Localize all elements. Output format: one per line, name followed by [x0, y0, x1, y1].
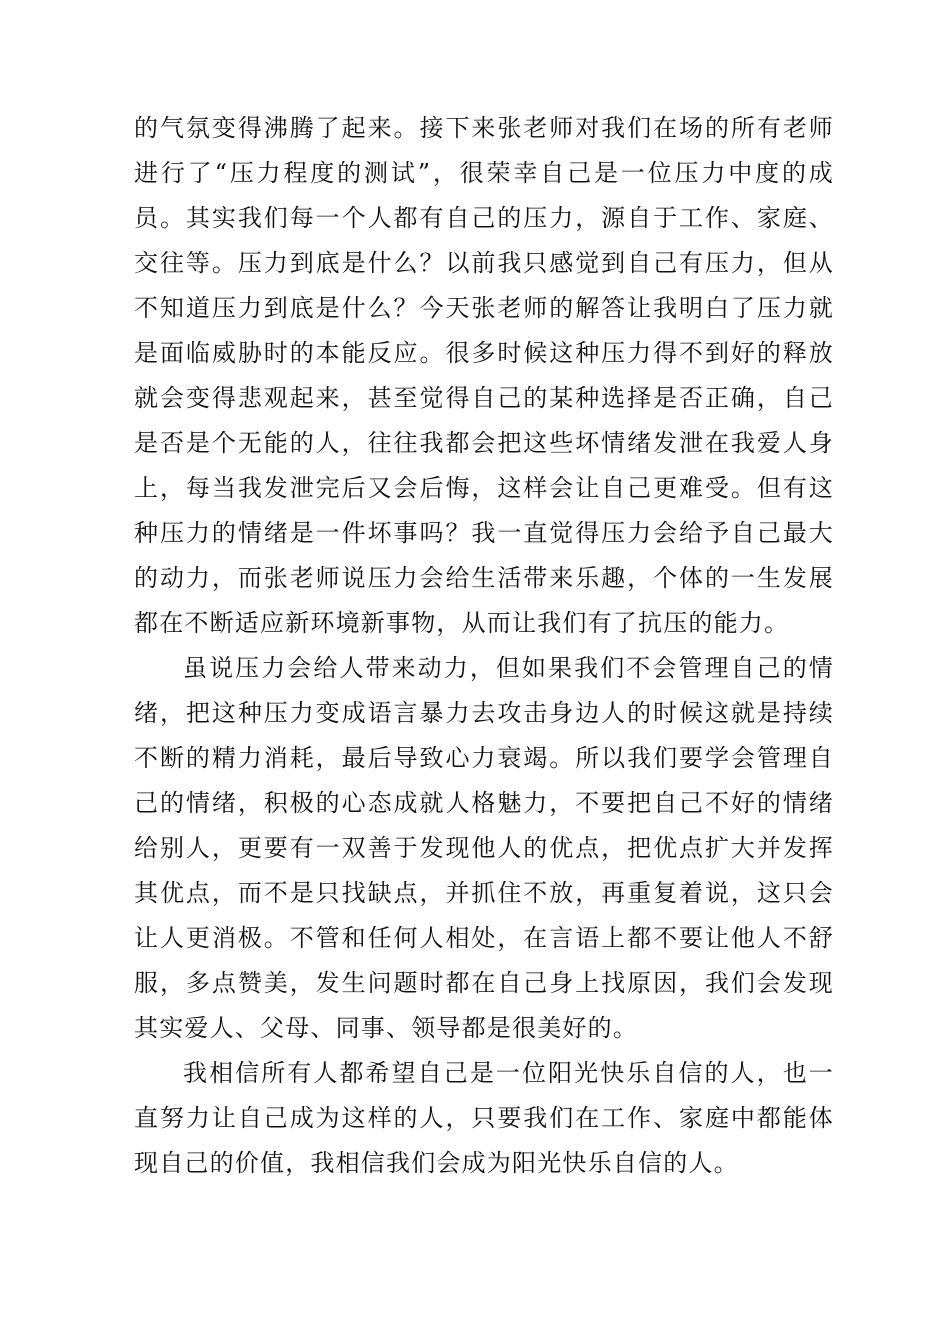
text-line: 我相信所有人都希望自己是一位阳光快乐自信的人，也一	[183, 1059, 834, 1087]
text-line: 己的情绪，积极的心态成就人格魅力，不要把自己不好的情绪	[134, 789, 834, 817]
text-line: 都在不断适应新环境新事物，从而让我们有了抗压的能力。	[134, 609, 790, 637]
text-line: 不知道压力到底是什么？今天张老师的解答让我明白了压力就	[134, 294, 834, 322]
text-line: 服，多点赞美，发生问题时都在自己身上找原因，我们会发现	[134, 969, 834, 997]
text-line: 种压力的情绪是一件坏事吗？我一直觉得压力会给予自己最大	[134, 519, 834, 547]
text-line: 直努力让自己成为这样的人，只要我们在工作、家庭中都能体	[134, 1104, 834, 1132]
text-line: 员。其实我们每一个人都有自己的压力，源自于工作、家庭、	[134, 204, 834, 232]
text-line: 的气氛变得沸腾了起来。接下来张老师对我们在场的所有老师	[134, 114, 834, 142]
document-body	[134, 106, 834, 1186]
text-line: 的动力，而张老师说压力会给生活带来乐趣，个体的一生发展	[134, 564, 834, 592]
text-line: 现自己的价值，我相信我们会成为阳光快乐自信的人。	[134, 1149, 739, 1177]
text-line: 交往等。压力到底是什么？以前我只感觉到自己有压力，但从	[134, 249, 834, 277]
text-line: 虽说压力会给人带来动力，但如果我们不会管理自己的情	[183, 654, 834, 682]
text-line: 绪，把这种压力变成语言暴力去攻击身边人的时候这就是持续	[134, 699, 834, 727]
text-line: 给别人，更要有一双善于发现他人的优点，把优点扩大并发挥	[134, 834, 834, 862]
text-line: 进行了“压力程度的测试”，很荣幸自己是一位压力中度的成	[134, 159, 834, 187]
text-line: 就会变得悲观起来，甚至觉得自己的某种选择是否正确，自己	[134, 384, 834, 412]
text-line: 不断的精力消耗，最后导致心力衰竭。所以我们要学会管理自	[134, 744, 834, 772]
text-line: 其优点，而不是只找缺点，并抓住不放，再重复着说，这只会	[134, 879, 834, 907]
text-line: 让人更消极。不管和任何人相处，在言语上都不要让他人不舒	[134, 924, 834, 952]
text-line: 是面临威胁时的本能反应。很多时候这种压力得不到好的释放	[134, 339, 834, 367]
text-line: 其实爱人、父母、同事、领导都是很美好的。	[134, 1014, 638, 1042]
text-line: 上，每当我发泄完后又会后悔，这样会让自己更难受。但有这	[134, 474, 834, 502]
text-line: 是否是个无能的人，往往我都会把这些坏情绪发泄在我爱人身	[134, 429, 834, 457]
